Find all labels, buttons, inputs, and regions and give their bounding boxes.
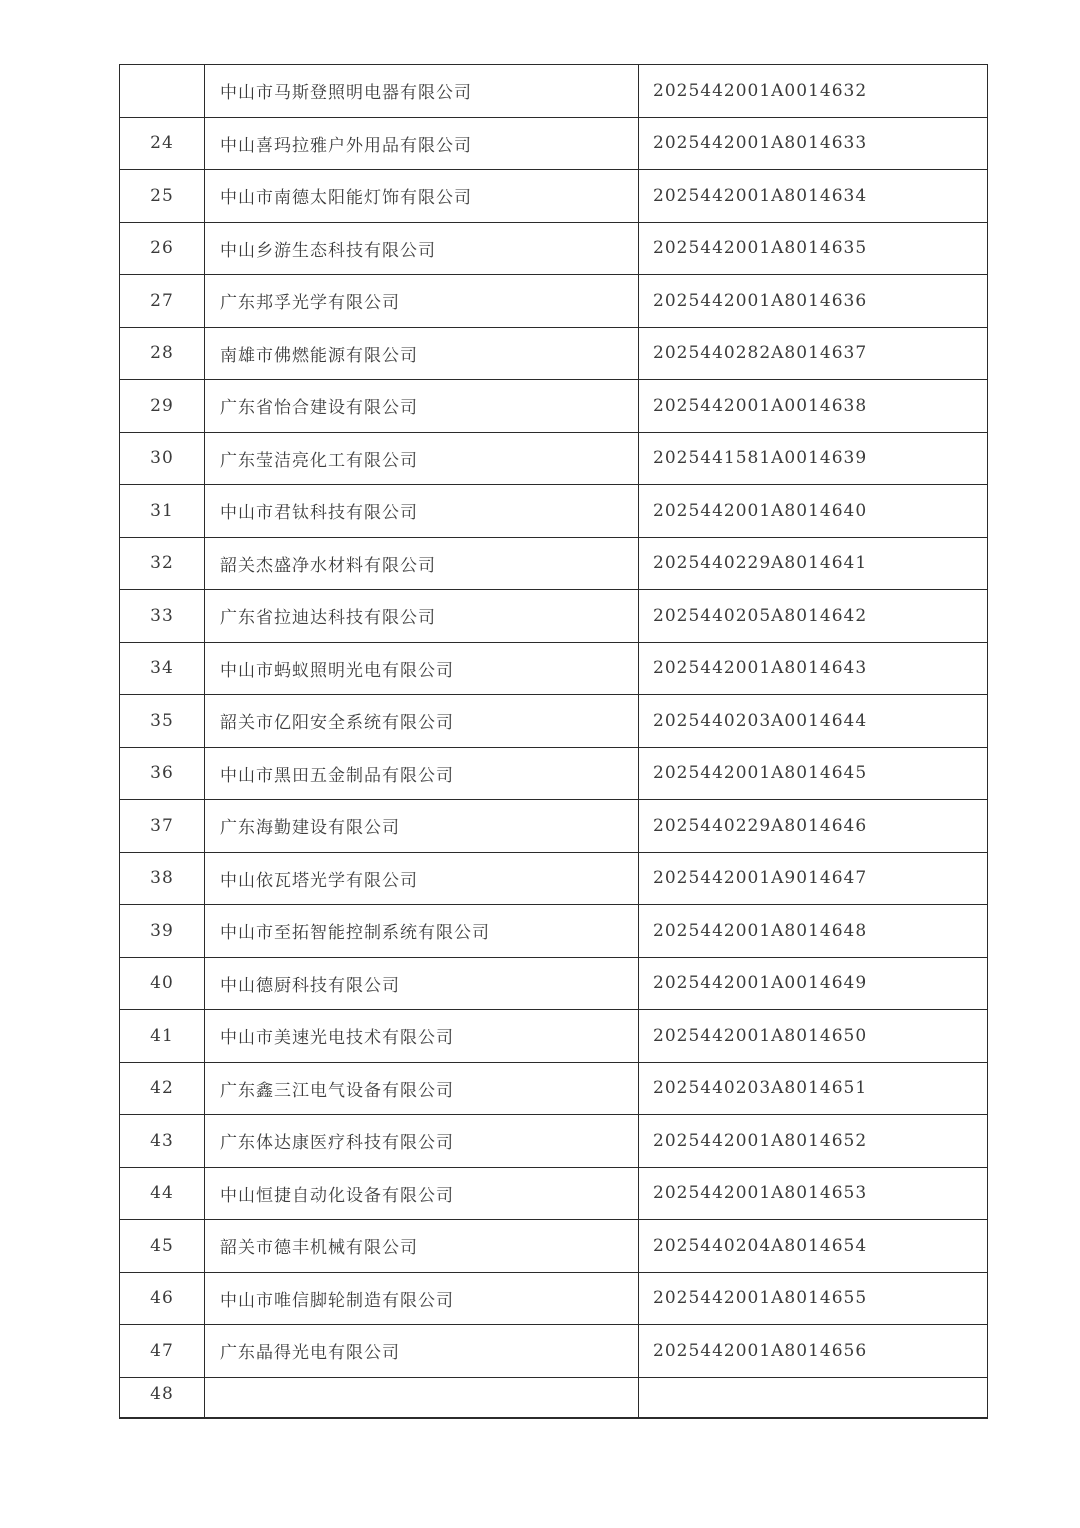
company-name: 韶关市德丰机械有限公司 bbox=[205, 1220, 639, 1273]
table-row bbox=[120, 1115, 988, 1168]
table-row bbox=[120, 747, 988, 800]
registration-code: 2025442001A8014656 bbox=[639, 1325, 988, 1378]
registration-code: 2025440205A8014642 bbox=[639, 590, 988, 643]
table-row bbox=[120, 485, 988, 538]
row-number: 46 bbox=[120, 1272, 205, 1325]
row-number: 33 bbox=[120, 590, 205, 643]
company-name: 中山德厨科技有限公司 bbox=[205, 957, 639, 1010]
registration-code: 2025442001A0014632 bbox=[639, 65, 988, 118]
company-name: 中山市马斯登照明电器有限公司 bbox=[205, 65, 639, 118]
table-row bbox=[120, 65, 988, 118]
registration-code: 2025442001A8014650 bbox=[639, 1010, 988, 1063]
table-row bbox=[120, 380, 988, 433]
row-number: 38 bbox=[120, 852, 205, 905]
company-name: 中山依瓦塔光学有限公司 bbox=[205, 852, 639, 905]
table-row bbox=[120, 905, 988, 958]
table-row bbox=[120, 170, 988, 223]
table-row bbox=[120, 1062, 988, 1115]
company-name: 广东晶得光电有限公司 bbox=[205, 1325, 639, 1378]
registration-code: 2025440282A8014637 bbox=[639, 327, 988, 380]
row-number: 25 bbox=[120, 170, 205, 223]
company-name: 广东邦孚光学有限公司 bbox=[205, 275, 639, 328]
registration-code: 2025442001A8014648 bbox=[639, 905, 988, 958]
table-row bbox=[120, 1010, 988, 1063]
row-number: 45 bbox=[120, 1220, 205, 1273]
company-name: 广东海勤建设有限公司 bbox=[205, 800, 639, 853]
table-row bbox=[120, 1325, 988, 1378]
company-name: 中山乡游生态科技有限公司 bbox=[205, 222, 639, 275]
company-name: 中山市君钛科技有限公司 bbox=[205, 485, 639, 538]
row-number: 43 bbox=[120, 1115, 205, 1168]
company-name bbox=[205, 1377, 639, 1418]
registration-code: 2025442001A8014633 bbox=[639, 117, 988, 170]
registration-code: 2025442001A0014638 bbox=[639, 380, 988, 433]
row-number: 41 bbox=[120, 1010, 205, 1063]
registration-code: 2025442001A8014640 bbox=[639, 485, 988, 538]
row-number: 48 bbox=[120, 1377, 205, 1418]
registration-code: 2025442001A8014635 bbox=[639, 222, 988, 275]
table-body bbox=[120, 65, 988, 1418]
registration-code: 2025442001A8014655 bbox=[639, 1272, 988, 1325]
table-row bbox=[120, 1167, 988, 1220]
registration-code: 2025442001A8014634 bbox=[639, 170, 988, 223]
row-number: 28 bbox=[120, 327, 205, 380]
company-name: 广东鑫三江电气设备有限公司 bbox=[205, 1062, 639, 1115]
row-number: 30 bbox=[120, 432, 205, 485]
row-number: 42 bbox=[120, 1062, 205, 1115]
row-number: 47 bbox=[120, 1325, 205, 1378]
company-name: 中山市美速光电技术有限公司 bbox=[205, 1010, 639, 1063]
company-name: 中山喜玛拉雅户外用品有限公司 bbox=[205, 117, 639, 170]
row-number: 27 bbox=[120, 275, 205, 328]
row-number: 44 bbox=[120, 1167, 205, 1220]
company-name: 广东体达康医疗科技有限公司 bbox=[205, 1115, 639, 1168]
company-name: 中山市蚂蚁照明光电有限公司 bbox=[205, 642, 639, 695]
table-row bbox=[120, 957, 988, 1010]
table-row bbox=[120, 852, 988, 905]
row-number: 24 bbox=[120, 117, 205, 170]
row-number: 35 bbox=[120, 695, 205, 748]
row-number: 39 bbox=[120, 905, 205, 958]
table-row bbox=[120, 590, 988, 643]
registration-code: 2025442001A9014647 bbox=[639, 852, 988, 905]
registration-code: 2025442001A8014636 bbox=[639, 275, 988, 328]
registration-code: 2025442001A0014649 bbox=[639, 957, 988, 1010]
table-row bbox=[120, 1377, 988, 1418]
table-row bbox=[120, 432, 988, 485]
registration-code: 2025442001A8014643 bbox=[639, 642, 988, 695]
table-row bbox=[120, 537, 988, 590]
row-number bbox=[120, 65, 205, 118]
table-row bbox=[120, 327, 988, 380]
company-name: 广东莹洁亮化工有限公司 bbox=[205, 432, 639, 485]
registration-code: 2025442001A8014652 bbox=[639, 1115, 988, 1168]
table-row bbox=[120, 1272, 988, 1325]
table-row bbox=[120, 800, 988, 853]
row-number: 31 bbox=[120, 485, 205, 538]
row-number: 40 bbox=[120, 957, 205, 1010]
registration-code: 2025440203A0014644 bbox=[639, 695, 988, 748]
table-row bbox=[120, 642, 988, 695]
row-number: 34 bbox=[120, 642, 205, 695]
table-row bbox=[120, 1220, 988, 1273]
registration-code: 2025440229A8014646 bbox=[639, 800, 988, 853]
table-row bbox=[120, 117, 988, 170]
company-list-table bbox=[119, 64, 988, 1419]
registration-code: 2025440229A8014641 bbox=[639, 537, 988, 590]
table-row bbox=[120, 695, 988, 748]
registration-code: 2025441581A0014639 bbox=[639, 432, 988, 485]
company-name: 中山恒捷自动化设备有限公司 bbox=[205, 1167, 639, 1220]
table-row bbox=[120, 275, 988, 328]
registration-code: 2025442001A8014653 bbox=[639, 1167, 988, 1220]
row-number: 36 bbox=[120, 747, 205, 800]
row-number: 37 bbox=[120, 800, 205, 853]
row-number: 32 bbox=[120, 537, 205, 590]
company-name: 韶关市亿阳安全系统有限公司 bbox=[205, 695, 639, 748]
registration-code: 2025440203A8014651 bbox=[639, 1062, 988, 1115]
registration-code: 2025440204A8014654 bbox=[639, 1220, 988, 1273]
company-name: 中山市黑田五金制品有限公司 bbox=[205, 747, 639, 800]
company-name: 南雄市佛燃能源有限公司 bbox=[205, 327, 639, 380]
company-name: 中山市至拓智能控制系统有限公司 bbox=[205, 905, 639, 958]
table-row bbox=[120, 222, 988, 275]
company-name: 韶关杰盛净水材料有限公司 bbox=[205, 537, 639, 590]
row-number: 29 bbox=[120, 380, 205, 433]
company-name: 中山市唯信脚轮制造有限公司 bbox=[205, 1272, 639, 1325]
company-name: 中山市南德太阳能灯饰有限公司 bbox=[205, 170, 639, 223]
company-name: 广东省怡合建设有限公司 bbox=[205, 380, 639, 433]
company-name: 广东省拉迪达科技有限公司 bbox=[205, 590, 639, 643]
registration-code bbox=[639, 1377, 988, 1418]
row-number: 26 bbox=[120, 222, 205, 275]
registration-code: 2025442001A8014645 bbox=[639, 747, 988, 800]
